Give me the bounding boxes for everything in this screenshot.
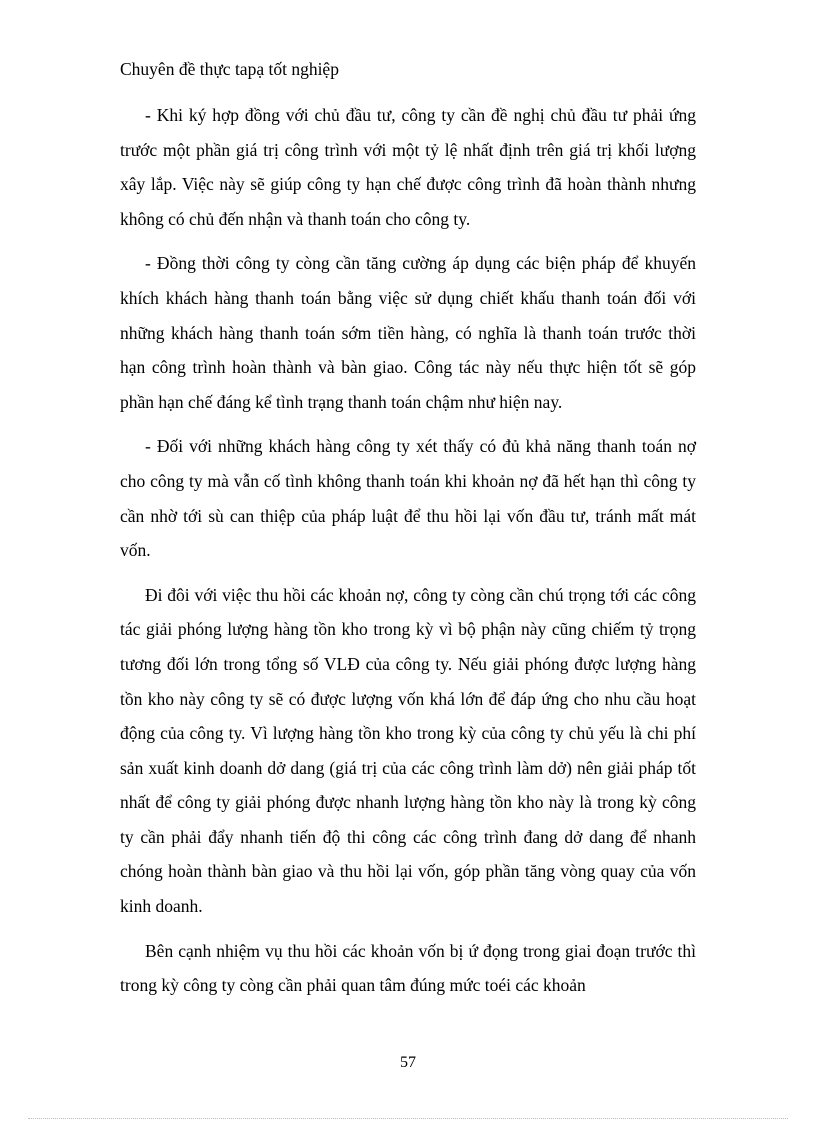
- paragraph-inventory-release: Đi đôi với việc thu hồi các khoản nợ, công ty còng cần chú trọng tới các công tác giải phóng lượng hàng tồn kho trong kỳ vì bộ phận này cũng chiếm tỷ trọng tương đối lớn trong tổng số VLĐ của công ty. Nếu giải phóng được lượng hàng tồn kho này công ty sẽ có được lượng vốn khá lớn để đáp ứng cho nhu cầu hoạt động của công ty. Vì lượng hàng tồn kho trong kỳ của công ty chủ yếu là chi phí sản xuất kinh doanh dở dang (giá trị của các công trình làm dở) nên giải pháp tốt nhất để công ty giải phóng được nhanh lượng hàng tồn kho này là trong kỳ công ty cần phải đẩy nhanh tiến độ thi công các công trình đang dở dang để nhanh chóng hoàn thành bàn giao và thu hồi lại vốn, góp phần tăng vòng quay của vốn kinh doanh.: [120, 584, 696, 917]
- paragraph-advance-payment: - Khi ký hợp đồng với chủ đầu tư, công ty cần đề nghị chủ đầu tư phải ứng trước một phần giá trị công trình với một tỷ lệ nhất định trên giá trị khối lượng xây lắp. Việc này sẽ giúp công ty hạn chế được công trình đã hoàn thành nhưng không có chủ đến nhận và thanh toán cho công ty.: [120, 105, 696, 229]
- running-header: Chuyên đề thực tapạ tốt nghiệp: [120, 59, 339, 79]
- page-bottom-divider: [28, 1118, 788, 1119]
- paragraph-legal-intervention: - Đối với những khách hàng công ty xét thấy có đủ khả năng thanh toán nợ cho công ty mà vẫn cố tình không thanh toán khi khoản nợ đã hết hạn thì công ty cần nhờ tới sù can thiệp của pháp luật để thu hồi lại vốn đầu tư, tránh mất mát vốn.: [120, 436, 696, 561]
- paragraph-capital-management: Bên cạnh nhiệm vụ thu hồi các khoản vốn bị ứ đọng trong giai đoạn trước thì trong kỳ công ty còng cần phải quan tâm đúng mức toéi các khoản: [120, 940, 696, 996]
- page-number: 57: [400, 1054, 416, 1071]
- paragraph-payment-discount: - Đồng thời công ty còng cần tăng cường áp dụng các biện pháp để khuyến khích khách hàng thanh toán bằng việc sử dụng chiết khấu thanh toán đối với những khách hàng thanh toán sớm tiền hàng, có nghĩa là thanh toán trước thời hạn công trình hoàn thành và bàn giao. Công tác này nếu thực hiện tốt sẽ góp phần hạn chế đáng kể tình trạng thanh toán chậm như hiện nay.: [120, 253, 696, 412]
- body-text: [120, 98, 696, 1003]
